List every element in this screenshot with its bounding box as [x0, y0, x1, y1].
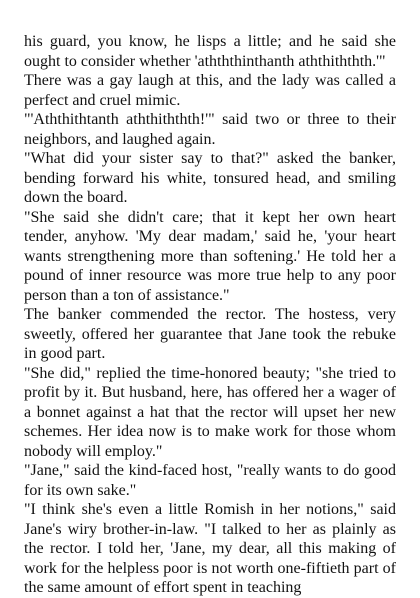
paragraph-1: his guard, you know, he lisps a little; and he said she ought to consider whether 'athththinthanth aththiththth.'": [24, 33, 396, 70]
paragraph-8: "Jane," said the kind-faced host, "really wants to do good for its own sake.": [24, 462, 396, 499]
paragraph-4: "What did your sister say to that?" asked the banker, bending forward his white, tonsured head, and smiling down the board.: [24, 150, 396, 206]
paragraph-3: "'Aththithtanth aththiththth!'" said two or three to their neighbors, and laughed again.: [24, 111, 396, 148]
paragraph-7: "She did," replied the time-honored beauty; "she tried to profit by it. But husband, here, has offered her a wager of a bonnet against a hat that the rector will upset her new schemes. Her idea now is to make work for those whom nobody will employ.": [24, 364, 396, 460]
paragraph-2: There was a gay laugh at this, and the lady was called a perfect and cruel mimic.: [24, 72, 396, 109]
paragraph-9: "I think she's even a little Romish in her notions," said Jane's wiry brother-in-law. "I talked to her as plainly as the rector. I told her, 'Jane, my dear, all this making of work for the helpless poor is not worth one-fiftieth part of the same amount of effort spent in teaching: [24, 501, 396, 596]
paragraph-5: "She said she didn't care; that it kept her own heart tender, anyhow. 'My dear madam,' said he, 'your heart wants strengthening more than softening.' He told her a pound of inner resource was more true help to any poor person than a ton of assistance.": [24, 208, 396, 304]
paragraph-6: The banker commended the rector. The hostess, very sweetly, offered her guarantee that Jane took the rebuke in good part.: [24, 306, 396, 362]
book-page: [24, 32, 396, 598]
